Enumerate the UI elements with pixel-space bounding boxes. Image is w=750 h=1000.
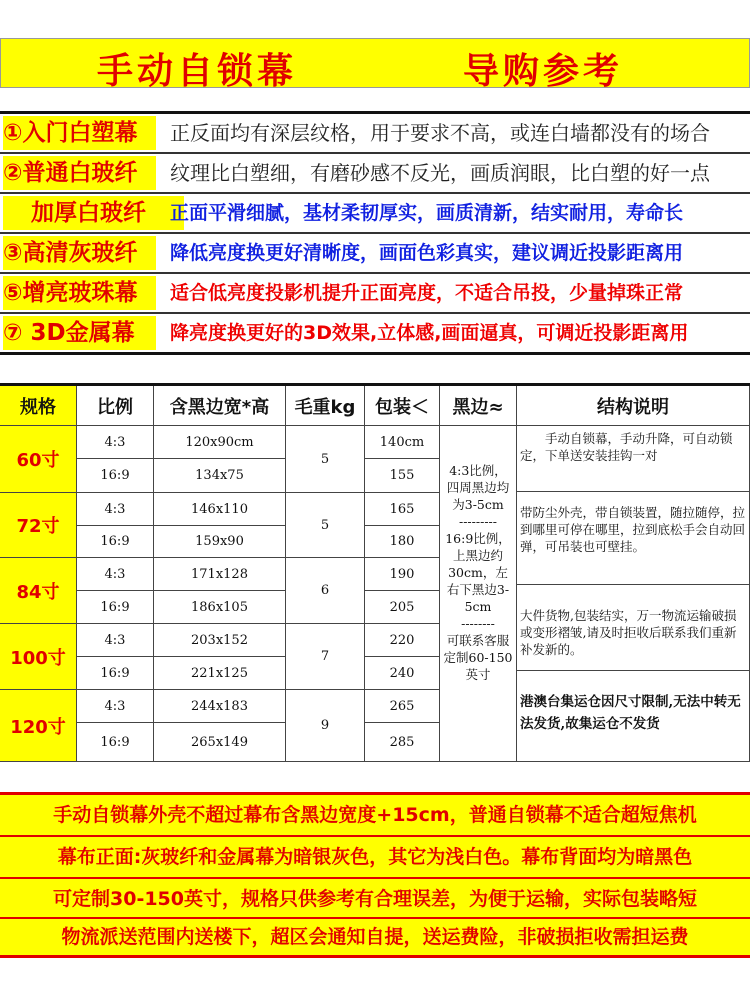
border-note-separator: --------- [458,514,497,529]
material-name: ②普通白玻纤 [3,156,156,190]
material-name: 加厚白玻纤 [3,196,184,230]
dimension-cell: 120x90cm [154,426,286,459]
size-cell: 84寸 [0,558,77,624]
ratio-cell: 4:3 [77,690,154,723]
package-cell: 180 [365,526,440,558]
package-cell: 240 [365,657,440,690]
material-row [0,314,750,352]
material-row [0,194,750,232]
package-cell: 140cm [365,426,440,459]
material-row [0,154,750,192]
ratio-cell: 4:3 [77,493,154,526]
material-desc: 正反面均有深层纹格，用于要求不高，或连白墙都没有的场合 [170,121,710,145]
ratio-cell: 4:3 [77,624,154,657]
border-note-custom: 可联系客服定制60-150英寸 [443,633,513,682]
material-list [0,111,750,355]
weight-cell: 5 [286,426,365,493]
dimension-cell: 221x125 [154,657,286,690]
material-desc: 降低亮度换更好清晰度，画面色彩真实，建议调近投影距离用 [170,242,684,264]
dimension-cell: 265x149 [154,723,286,762]
package-cell: 285 [365,723,440,762]
notice-line: 物流派送范围内送楼下，超区会通知自提，送运费险，非破损拒收需担运费 [61,926,689,948]
ratio-cell: 4:3 [77,426,154,459]
header-size: 规格 [0,386,77,426]
title-product: 手动自锁幕 [97,50,298,92]
material-desc: 纹理比白塑细，有磨砂感不反光，画质润眼，比白塑的好一点 [170,161,710,185]
size-cell: 72寸 [0,493,77,558]
header-ratio: 比例 [77,386,154,426]
weight-cell: 9 [286,690,365,762]
structure-note: 大件货物,包装结实，万一物流运输破损或变形褶皱,请及时拒收后联系我们重新补发新的。 [517,585,750,671]
structure-note: 带防尘外壳，带自锁装置，随拉随停，拉到哪里可停在哪里，拉到底松手会自动回弹，可吊装也可壁挂。 [517,492,750,585]
package-cell: 155 [365,459,440,493]
notice-line: 可定制30-150英寸，规格只供参考有合理误差，为便于运输，实际包装略短 [53,888,697,910]
material-name: ⑦ 3D金属幕 [3,316,156,350]
ratio-cell: 16:9 [77,459,154,493]
header-dimensions: 含黑边宽*高 [154,386,286,426]
dimension-cell: 186x105 [154,591,286,624]
package-cell: 165 [365,493,440,526]
header-package: 包装＜ [365,386,440,426]
title-guide: 导购参考 [463,50,624,92]
material-row [0,114,750,152]
ratio-cell: 16:9 [77,723,154,762]
material-desc: 正面平滑细腻，基材柔韧厚实，画质清新，结实耐用，寿命长 [170,202,684,224]
weight-cell: 7 [286,624,365,690]
dimension-cell: 171x128 [154,558,286,591]
size-cell: 120寸 [0,690,77,762]
material-row [0,234,750,272]
ratio-cell: 16:9 [77,526,154,558]
border-note-separator: -------- [461,616,495,631]
header-weight: 毛重kg [286,386,365,426]
ratio-cell: 16:9 [77,591,154,624]
dimension-cell: 244x183 [154,690,286,723]
ratio-cell: 4:3 [77,558,154,591]
package-cell: 190 [365,558,440,591]
header-border: 黑边≈ [440,386,517,426]
package-cell: 265 [365,690,440,723]
package-cell: 220 [365,624,440,657]
title-bar [0,38,750,92]
dimension-cell: 203x152 [154,624,286,657]
structure-note: 手动自锁幕，手动升降，可自动锁定，下单送安装挂钩一对 [517,426,750,492]
material-name: ⑤增亮玻珠幕 [3,276,156,310]
material-row [0,274,750,312]
material-name: ①入门白塑幕 [3,116,156,150]
header-structure: 结构说明 [517,386,750,426]
dimension-cell: 159x90 [154,526,286,558]
ratio-cell: 16:9 [77,657,154,690]
material-name: ③高清灰玻纤 [3,236,156,270]
material-desc: 降亮度换更好的3D效果,立体感,画面逼真，可调近投影距离用 [170,322,689,344]
dimension-cell: 134x75 [154,459,286,493]
notice-line: 幕布正面:灰玻纤和金属幕为暗银灰色，其它为浅白色。幕布背面均为暗黑色 [57,846,693,868]
border-note-43: 4:3比例，四周黑边均为3-5cm [446,463,510,512]
structure-note-shipping: 港澳台集运仓因尺寸限制,无法中转无法发货,故集运仓不发货 [517,671,750,762]
size-cell: 60寸 [0,426,77,493]
size-cell: 100寸 [0,624,77,690]
border-notes [440,426,517,762]
spec-table [0,383,750,759]
notice-line: 手动自锁幕外壳不超过幕布含黑边宽度+15cm，普通自锁幕不适合超短焦机 [53,804,697,826]
weight-cell: 6 [286,558,365,624]
material-desc: 适合低亮度投影机提升正面亮度，不适合吊投，少量掉珠正常 [170,282,684,304]
dimension-cell: 146x110 [154,493,286,526]
border-note-169: 16:9比例，上黑边约30cm，左右下黑边3-5cm [445,531,511,614]
package-cell: 205 [365,591,440,624]
notice-panel [0,792,750,958]
weight-cell: 5 [286,493,365,558]
